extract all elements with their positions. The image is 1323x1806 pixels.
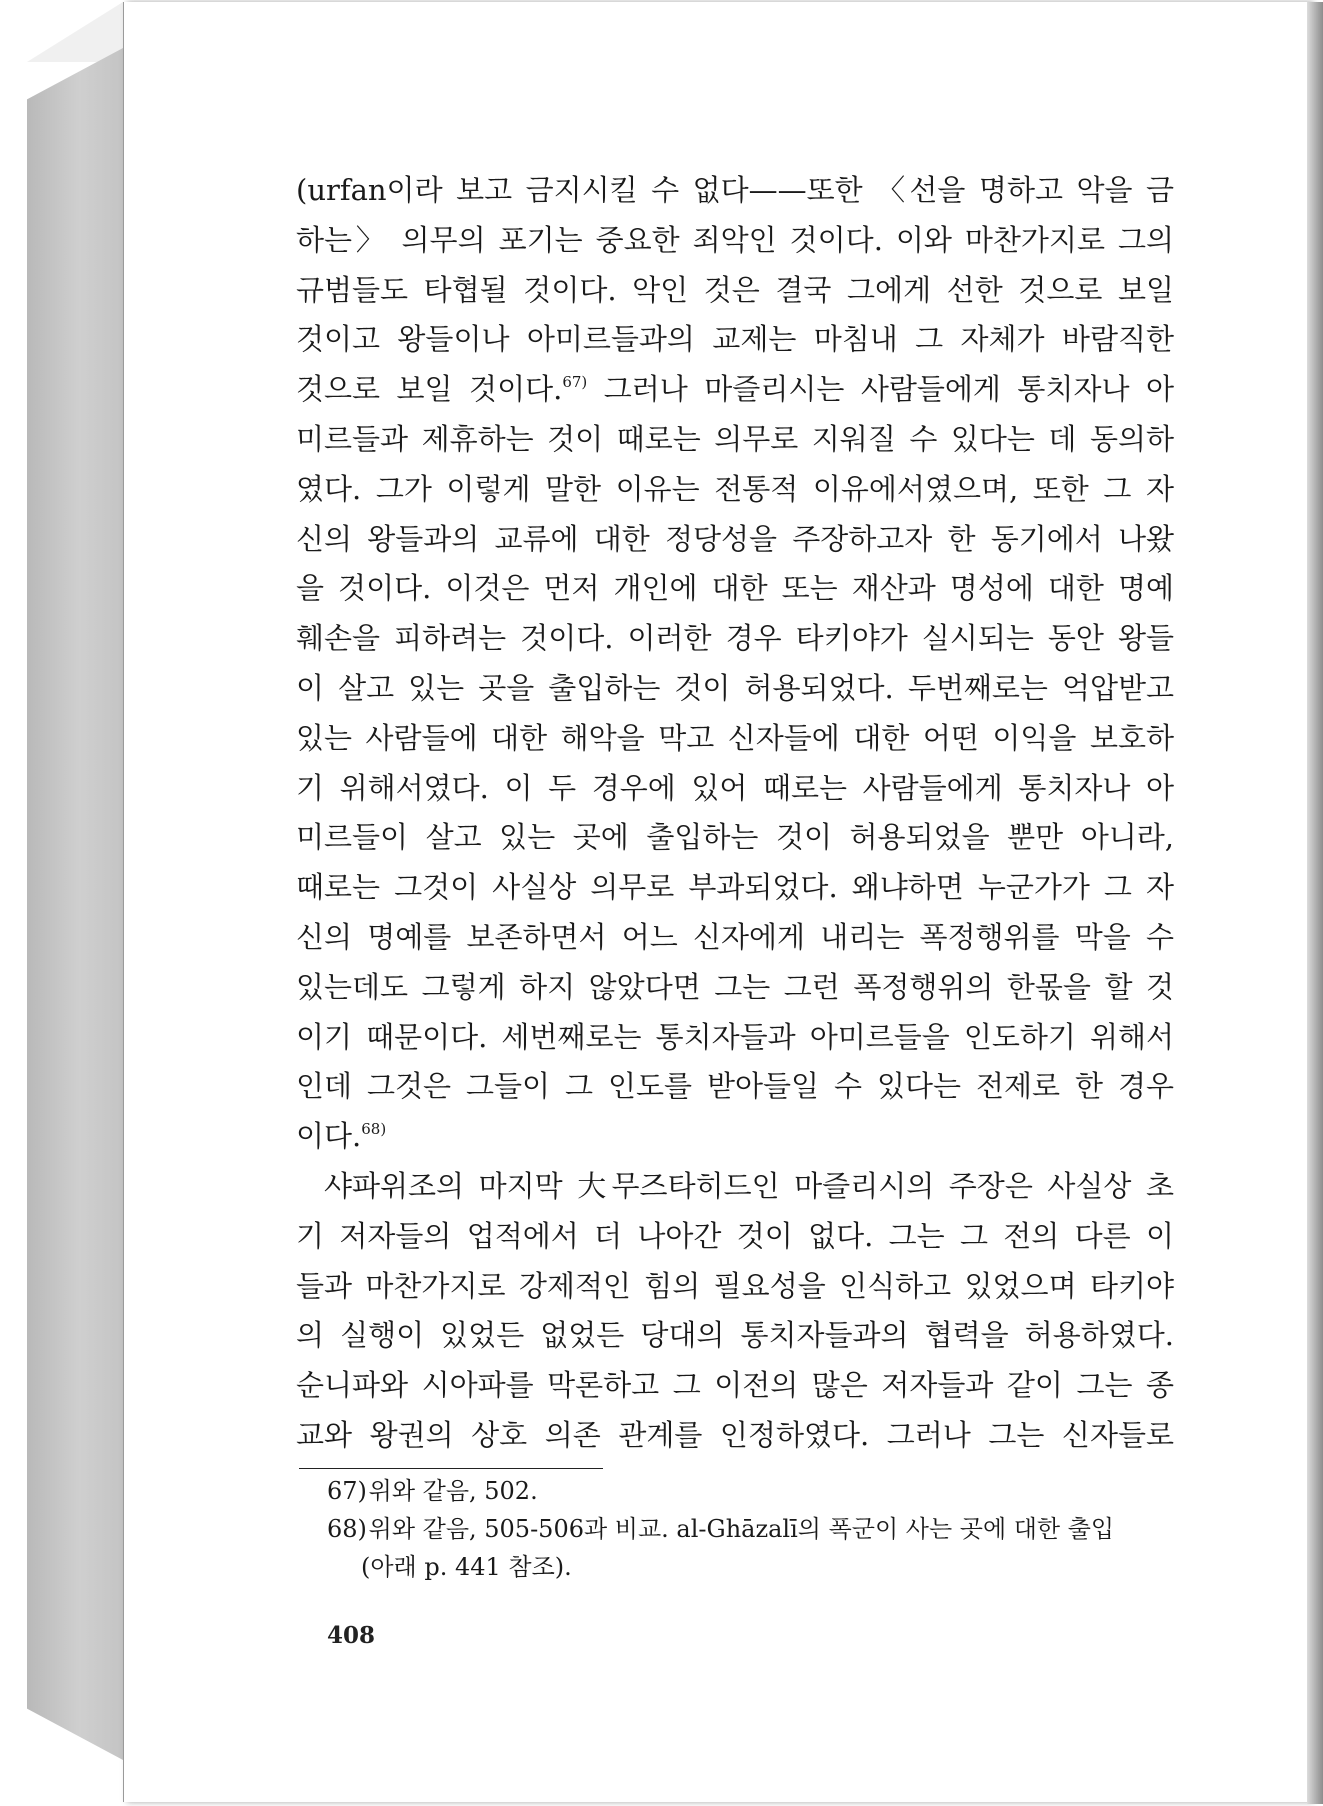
footnote-text: 위와 같음, 502. [368,1477,538,1505]
text-line: 신의 왕들과의 교류에 대한 정당성을 주장하고자 한 동기에서 나왔 [296,521,1174,556]
text-line: 있는데도 그렇게 하지 않았다면 그는 그런 폭정행위의 한몫을 할 것 [296,969,1174,1004]
text-line: 규범들도 타협될 것이다. 악인 것은 결국 그에게 선한 것으로 보일 [296,272,1174,307]
text-line: 이기 때문이다. 세번째로는 통치자들과 아미르들을 인도하기 위해서 [296,1019,1174,1054]
text-line: 교와 왕권의 상호 의존 관계를 인정하였다. 그러나 그는 신자들로 [296,1417,1174,1452]
text-line: 였다. 그가 이렇게 말한 이유는 전통적 이유에서였으며, 또한 그 자 [296,471,1174,506]
footnote-divider [299,1468,603,1469]
main-text [296,166,1174,1461]
book-top-edge [27,2,127,62]
text-line: 인데 그것은 그들이 그 인도를 받아들일 수 있다는 전제로 한 경우 [296,1069,1174,1104]
text-line: 들과 마찬가지로 강제적인 힘의 필요성을 인식하고 있었으며 타키야 [296,1268,1174,1303]
text-line: (urfan이라 보고 금지시킬 수 없다——또한 〈선을 명하고 악을 금 [296,173,1174,207]
text-line: 미르들과 제휴하는 것이 때로는 의무로 지워질 수 있다는 데 동의하 [296,421,1174,456]
text-line: 하는〉 의무의 포기는 중요한 죄악인 것이다. 이와 마찬가지로 그의 [296,222,1174,257]
text-line [296,365,1174,415]
text-line: 을 것이다. 이것은 먼저 개인에 대한 또는 재산과 명성에 대한 명예 [296,571,1174,606]
text-line [296,1112,1174,1162]
text-line: 기 위해서였다. 이 두 경우에 있어 때로는 사람들에게 통치자나 아 [296,770,1174,805]
footnote-text: 위와 같음, 505-506과 비교. al-Ghāzalī의 폭군이 사는 곳에 대한 출입 [368,1515,1115,1543]
text-line: 샤파위조의 마지막 大무즈타히드인 마즐리시의 주장은 사실상 초 [324,1168,1174,1203]
text-segment: 이다. [296,1119,362,1154]
text-line: 이 살고 있는 곳을 출입하는 것이 허용되었다. 두번째로는 억압받고 [296,670,1174,705]
text-line: 때로는 그것이 사실상 의무로 부과되었다. 왜냐하면 누군가가 그 자 [296,870,1174,905]
text-line: 신의 명예를 보존하면서 어느 신자에게 내리는 폭정행위를 막을 수 [296,919,1174,954]
footnote-text: (아래 p. 441 참조). [361,1553,572,1581]
footnote-67 [327,1472,1177,1510]
footnote-68 [327,1510,1177,1548]
text-line: 의 실행이 있었든 없었든 당대의 통치자들과의 협력을 허용하였다. [296,1318,1174,1353]
text-line: 미르들이 살고 있는 곳에 출입하는 것이 허용되었을 뿐만 아니라, [296,820,1174,855]
footnote-number: 67) [327,1477,367,1505]
page-number: 408 [327,1622,376,1649]
text-line: 기 저자들의 업적에서 더 나아간 것이 없다. 그는 그 전의 다른 이 [296,1218,1174,1253]
text-segment: 것으로 보일 것이다. [296,372,563,407]
footnote-number: 68) [327,1515,367,1543]
text-line: 순니파와 시아파를 막론하고 그 이전의 많은 저자들과 같이 그는 종 [296,1368,1174,1403]
footnote-ref-68[interactable]: 68) [361,1120,387,1139]
footnote-68-continuation [327,1548,1177,1586]
text-line: 있는 사람들에 대한 해악을 막고 신자들에 대한 어떤 이익을 보호하 [296,720,1174,755]
footnote-ref-67[interactable]: 67) [562,373,588,392]
page-right-shadow [1307,2,1323,1804]
text-segment: 그러나 마즐리시는 사람들에게 통치자나 아 [603,372,1174,407]
text-line: 것이고 왕들이나 아미르들과의 교제는 마침내 그 자체가 바람직한 [296,322,1174,357]
book-spine [27,48,123,1760]
text-line: 훼손을 피하려는 것이다. 이러한 경우 타키야가 실시되는 동안 왕들 [296,621,1174,656]
footnotes [327,1472,1177,1586]
